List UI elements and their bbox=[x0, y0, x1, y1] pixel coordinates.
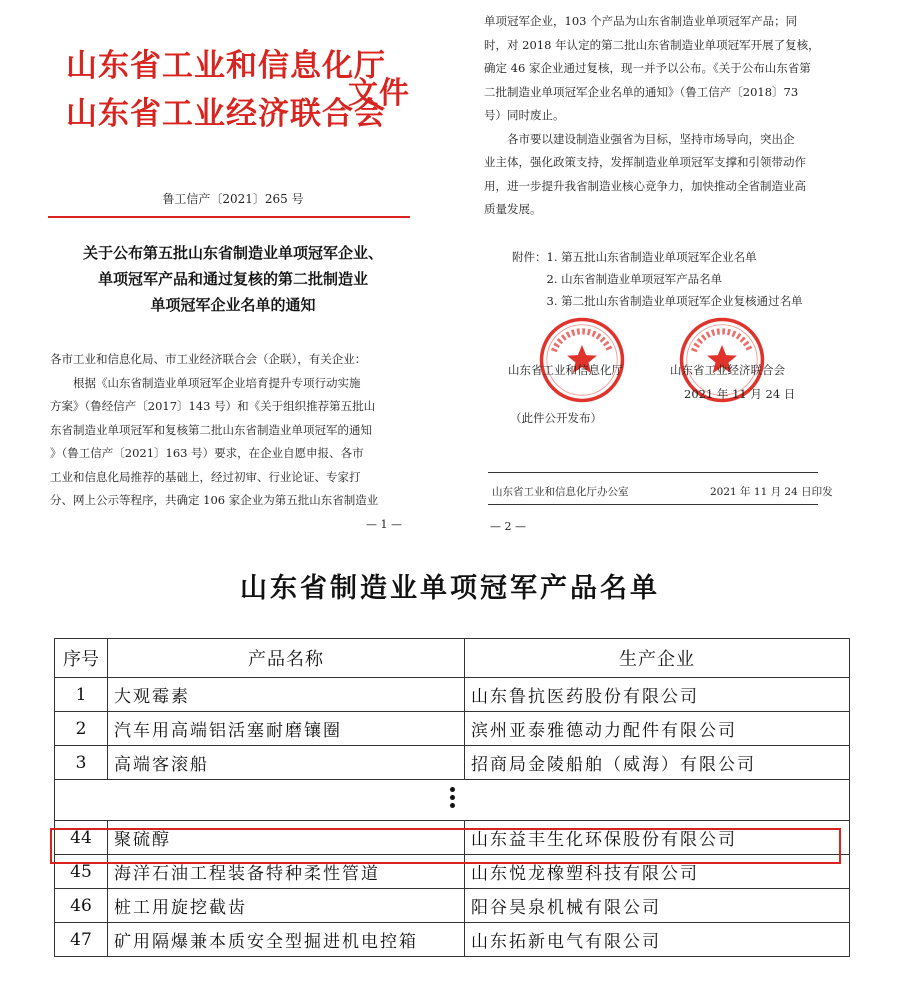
body-line: 用，进一步提升我省制造业核心竞争力，加快推动全省制造业高 bbox=[484, 178, 806, 193]
row-company: 山东鲁抗医药股份有限公司 bbox=[465, 678, 850, 712]
body-line: 时，对 2018 年认定的第二批山东省制造业单项冠军开展了复核， bbox=[484, 37, 820, 52]
row-product: 高端客滚船 bbox=[108, 746, 465, 780]
table-header-row bbox=[55, 639, 850, 678]
header-company: 生产企业 bbox=[465, 639, 850, 678]
body-line: 确定 46 家企业通过复核，现一并予以公布。《关于公布山东省第 bbox=[484, 61, 811, 75]
page1-body bbox=[50, 348, 412, 513]
page2-body bbox=[484, 10, 829, 222]
table-row bbox=[55, 855, 850, 889]
table-row-highlighted bbox=[55, 821, 850, 855]
header-issuer-1: 山东省工业和信息化厅 bbox=[66, 48, 386, 84]
notice-title-line: 关于公布第五批山东省制造业单项冠军企业、 bbox=[82, 244, 383, 262]
ellipsis-row bbox=[55, 780, 850, 821]
attachment-item: 2. 山东省制造业单项冠军产品名单 bbox=[512, 272, 723, 286]
row-no: 2 bbox=[55, 712, 108, 746]
row-no: 45 bbox=[55, 855, 108, 889]
table-row bbox=[55, 746, 850, 780]
row-company: 山东悦龙橡塑科技有限公司 bbox=[465, 855, 850, 889]
header-no: 序号 bbox=[55, 639, 108, 678]
row-company: 山东益丰生化环保股份有限公司 bbox=[465, 821, 850, 855]
attachments-list bbox=[512, 246, 803, 312]
body-line: 各市要以建设制造业强省为目标，坚持市场导向，突出企 bbox=[484, 131, 795, 146]
row-product: 桩工用旋挖截齿 bbox=[108, 889, 465, 923]
footer-office: 山东省工业和信息化厅办公室 bbox=[492, 486, 629, 498]
row-no: 47 bbox=[55, 923, 108, 957]
document-page-1 bbox=[48, 18, 418, 538]
row-product: 汽车用高端铝活塞耐磨镶圈 bbox=[108, 712, 465, 746]
row-no: 46 bbox=[55, 889, 108, 923]
body-line: 质量发展。 bbox=[484, 202, 542, 216]
notice-title bbox=[48, 240, 418, 318]
row-product: 矿用隔爆兼本质安全型掘进机电控箱 bbox=[108, 923, 465, 957]
row-product: 聚硫醇 bbox=[108, 821, 465, 855]
row-company: 山东拓新电气有限公司 bbox=[465, 923, 850, 957]
body-line: 》（鲁工信产〔2021〕163 号）要求，在企业自愿申报、各市 bbox=[50, 446, 364, 460]
body-line: 工业和信息化局推荐的基础上，经过初审、行业论证、专家打 bbox=[50, 469, 361, 484]
body-line: 单项冠军企业，103 个产品为山东省制造业单项冠军产品；同 bbox=[484, 14, 798, 28]
notice-title-line: 单项冠军产品和通过复核的第二批制造业 bbox=[97, 270, 368, 288]
footer-print-date: 2021 年 11 月 24 日印发 bbox=[710, 486, 833, 498]
body-line: 二批制造业单项冠军企业名单的通知》（鲁工信产〔2018〕73 bbox=[484, 84, 799, 99]
footer-divider bbox=[488, 472, 818, 473]
table-row bbox=[55, 678, 850, 712]
row-no: 1 bbox=[55, 678, 108, 712]
body-line: 根据《山东省制造业单项冠军企业培育提升专项行动实施 bbox=[50, 375, 361, 390]
row-product: 海洋石油工程装备特种柔性管道 bbox=[108, 855, 465, 889]
issue-date: 2021 年 11 月 24 日 bbox=[684, 387, 796, 401]
signatory-left: 山东省工业和信息化厅 bbox=[508, 363, 623, 377]
body-line: 号）同时废止。 bbox=[484, 108, 565, 122]
page-number: — 1 — bbox=[366, 518, 402, 531]
body-line: 业主体，强化政策支持，发挥制造业单项冠军支撑和引领带动作 bbox=[484, 155, 806, 169]
attachment-item: 附件：1. 第五批山东省制造业单项冠军企业名单 bbox=[512, 250, 757, 264]
document-page-2 bbox=[478, 6, 848, 536]
page-number: — 2 — bbox=[490, 520, 526, 533]
vertical-ellipsis-icon bbox=[449, 784, 455, 811]
body-line: 分、网上公示等程序，共确定 106 家企业为第五批山东省制造业 bbox=[50, 493, 379, 507]
notice-title-line: 单项冠军企业名单的通知 bbox=[150, 296, 316, 314]
header-issuer-2: 山东省工业经济联合会 bbox=[66, 96, 386, 132]
official-seal-icon bbox=[538, 316, 626, 404]
row-product: 大观霉素 bbox=[108, 678, 465, 712]
red-divider bbox=[48, 216, 410, 218]
product-list-table bbox=[54, 638, 850, 957]
row-no: 3 bbox=[55, 746, 108, 780]
footer-divider bbox=[488, 504, 818, 505]
document-number: 鲁工信产〔2021〕265 号 bbox=[162, 192, 304, 206]
row-company: 阳谷昊泉机械有限公司 bbox=[465, 889, 850, 923]
table-row bbox=[55, 889, 850, 923]
table-row bbox=[55, 712, 850, 746]
body-line: 东省制造业单项冠军和复核第二批山东省制造业单项冠军的通知 bbox=[50, 422, 372, 437]
row-no: 44 bbox=[55, 821, 108, 855]
body-line: 各市工业和信息化局、市工业经济联合会（企联），有关企业： bbox=[50, 352, 367, 366]
header-product: 产品名称 bbox=[108, 639, 465, 678]
body-line: 方案》（鲁经信产〔2017〕143 号）和《关于组织推荐第五批山 bbox=[50, 399, 376, 413]
product-list-title: 山东省制造业单项冠军产品名单 bbox=[240, 573, 660, 604]
signatory-right: 山东省工业经济联合会 bbox=[670, 363, 785, 377]
table-row bbox=[55, 923, 850, 957]
row-company: 招商局金陵船舶（威海）有限公司 bbox=[465, 746, 850, 780]
row-company: 滨州亚泰雅德动力配件有限公司 bbox=[465, 712, 850, 746]
header-suffix: 文件 bbox=[348, 76, 410, 111]
attachment-item: 3. 第二批山东省制造业单项冠军企业复核通过名单 bbox=[512, 294, 803, 308]
publish-note: （此件公开发布） bbox=[510, 411, 602, 425]
